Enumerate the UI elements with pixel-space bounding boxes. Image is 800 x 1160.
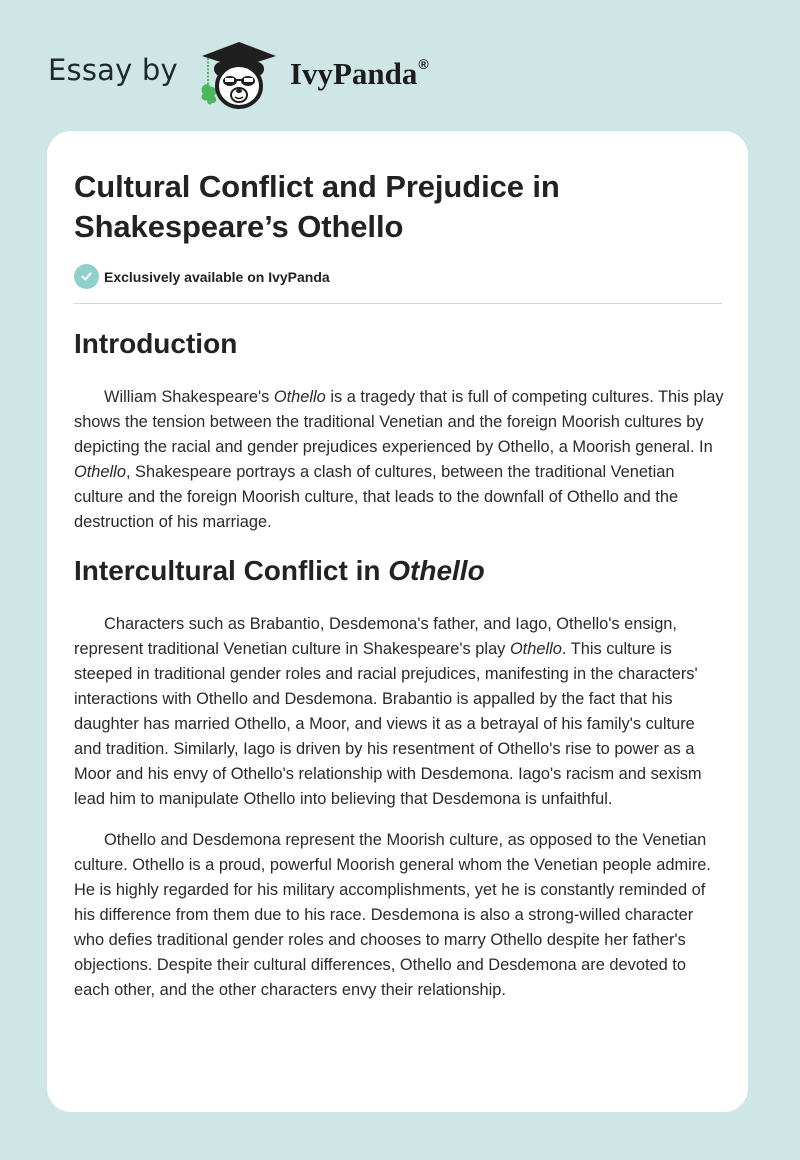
body-text: . This culture is steeped in traditional gender roles and racial prejudices, manifesting in the characters' interactions with Othello and Desdemona. Brabantio is appalled by the fact that his daughter has married Othello, a Moor, and views it as a betrayal of his family's culture and tradition. Similarly, Iago is driven by his resentment of Othello's rise to power as a Moor and his envy of Othello's relationship with Desdemona. Iago's racism and sexism lead him to manipulate Othello into believing that Desdemona is unfaithful. (74, 640, 702, 808)
body-text: , Shakespeare portrays a clash of cultures, between the traditional Venetian culture and the foreign Moorish culture, that leads to the downfall of Othello and the destruction of his marriage. (74, 463, 679, 531)
section-heading-introduction (74, 327, 237, 361)
section-heading-intercultural-conflict (74, 554, 485, 588)
emphasis-text: Othello (509, 640, 562, 658)
emphasis-text: Othello (74, 463, 126, 481)
brand-prefix: Essay by (48, 53, 178, 87)
essay-card (47, 131, 748, 1112)
panda-graduate-icon (196, 36, 282, 112)
paragraph-introduction (74, 385, 724, 535)
registered-mark: ® (418, 55, 429, 72)
brand-name (290, 56, 428, 92)
paragraph-intercultural-2 (74, 828, 724, 1003)
emphasis-text: Othello (273, 388, 326, 406)
page-title: Cultural Conflict and Prejudice in Shakespeare’s Othello (74, 169, 560, 244)
heading-text: Introduction (74, 328, 238, 359)
exclusive-badge (74, 264, 330, 289)
title-divider (74, 303, 722, 304)
brand-header (48, 36, 428, 112)
heading-emphasis: Othello (388, 555, 485, 586)
body-text: Characters such as Brabantio, Desdemona's father, and Iago, Othello's ensign, represent traditional Venetian culture in Shakespeare's play (74, 615, 677, 658)
body-text: William Shakespeare's (104, 388, 274, 406)
body-text: Othello and Desdemona represent the Moorish culture, as opposed to the Venetian culture. Othello is a proud, powerful Moorish general whom the Venetian people admire. He is highly regarded for his military accomplishments, yet he is constantly reminded of his difference from them due to his race. Desdemona is also a strong-willed character who defies traditional gender roles and chooses to marry Othello despite her father's objections. Despite their cultural differences, Othello and Desdemona are devoted to each other, and the other characters envy their relationship. (74, 831, 711, 999)
heading-text: Intercultural Conflict in (74, 555, 389, 586)
brand-name-text: IvyPanda (289, 56, 418, 91)
badge-label: Exclusively available on IvyPanda (104, 268, 330, 285)
paragraph-intercultural-1 (74, 612, 724, 812)
check-circle-icon (74, 264, 99, 289)
body-text: is a tragedy that is full of competing cultures. This play shows the tension between the traditional Venetian and the foreign Moorish cultures by depicting the racial and gender prejudices experienced by Othello, a Moorish general. In (74, 388, 724, 456)
